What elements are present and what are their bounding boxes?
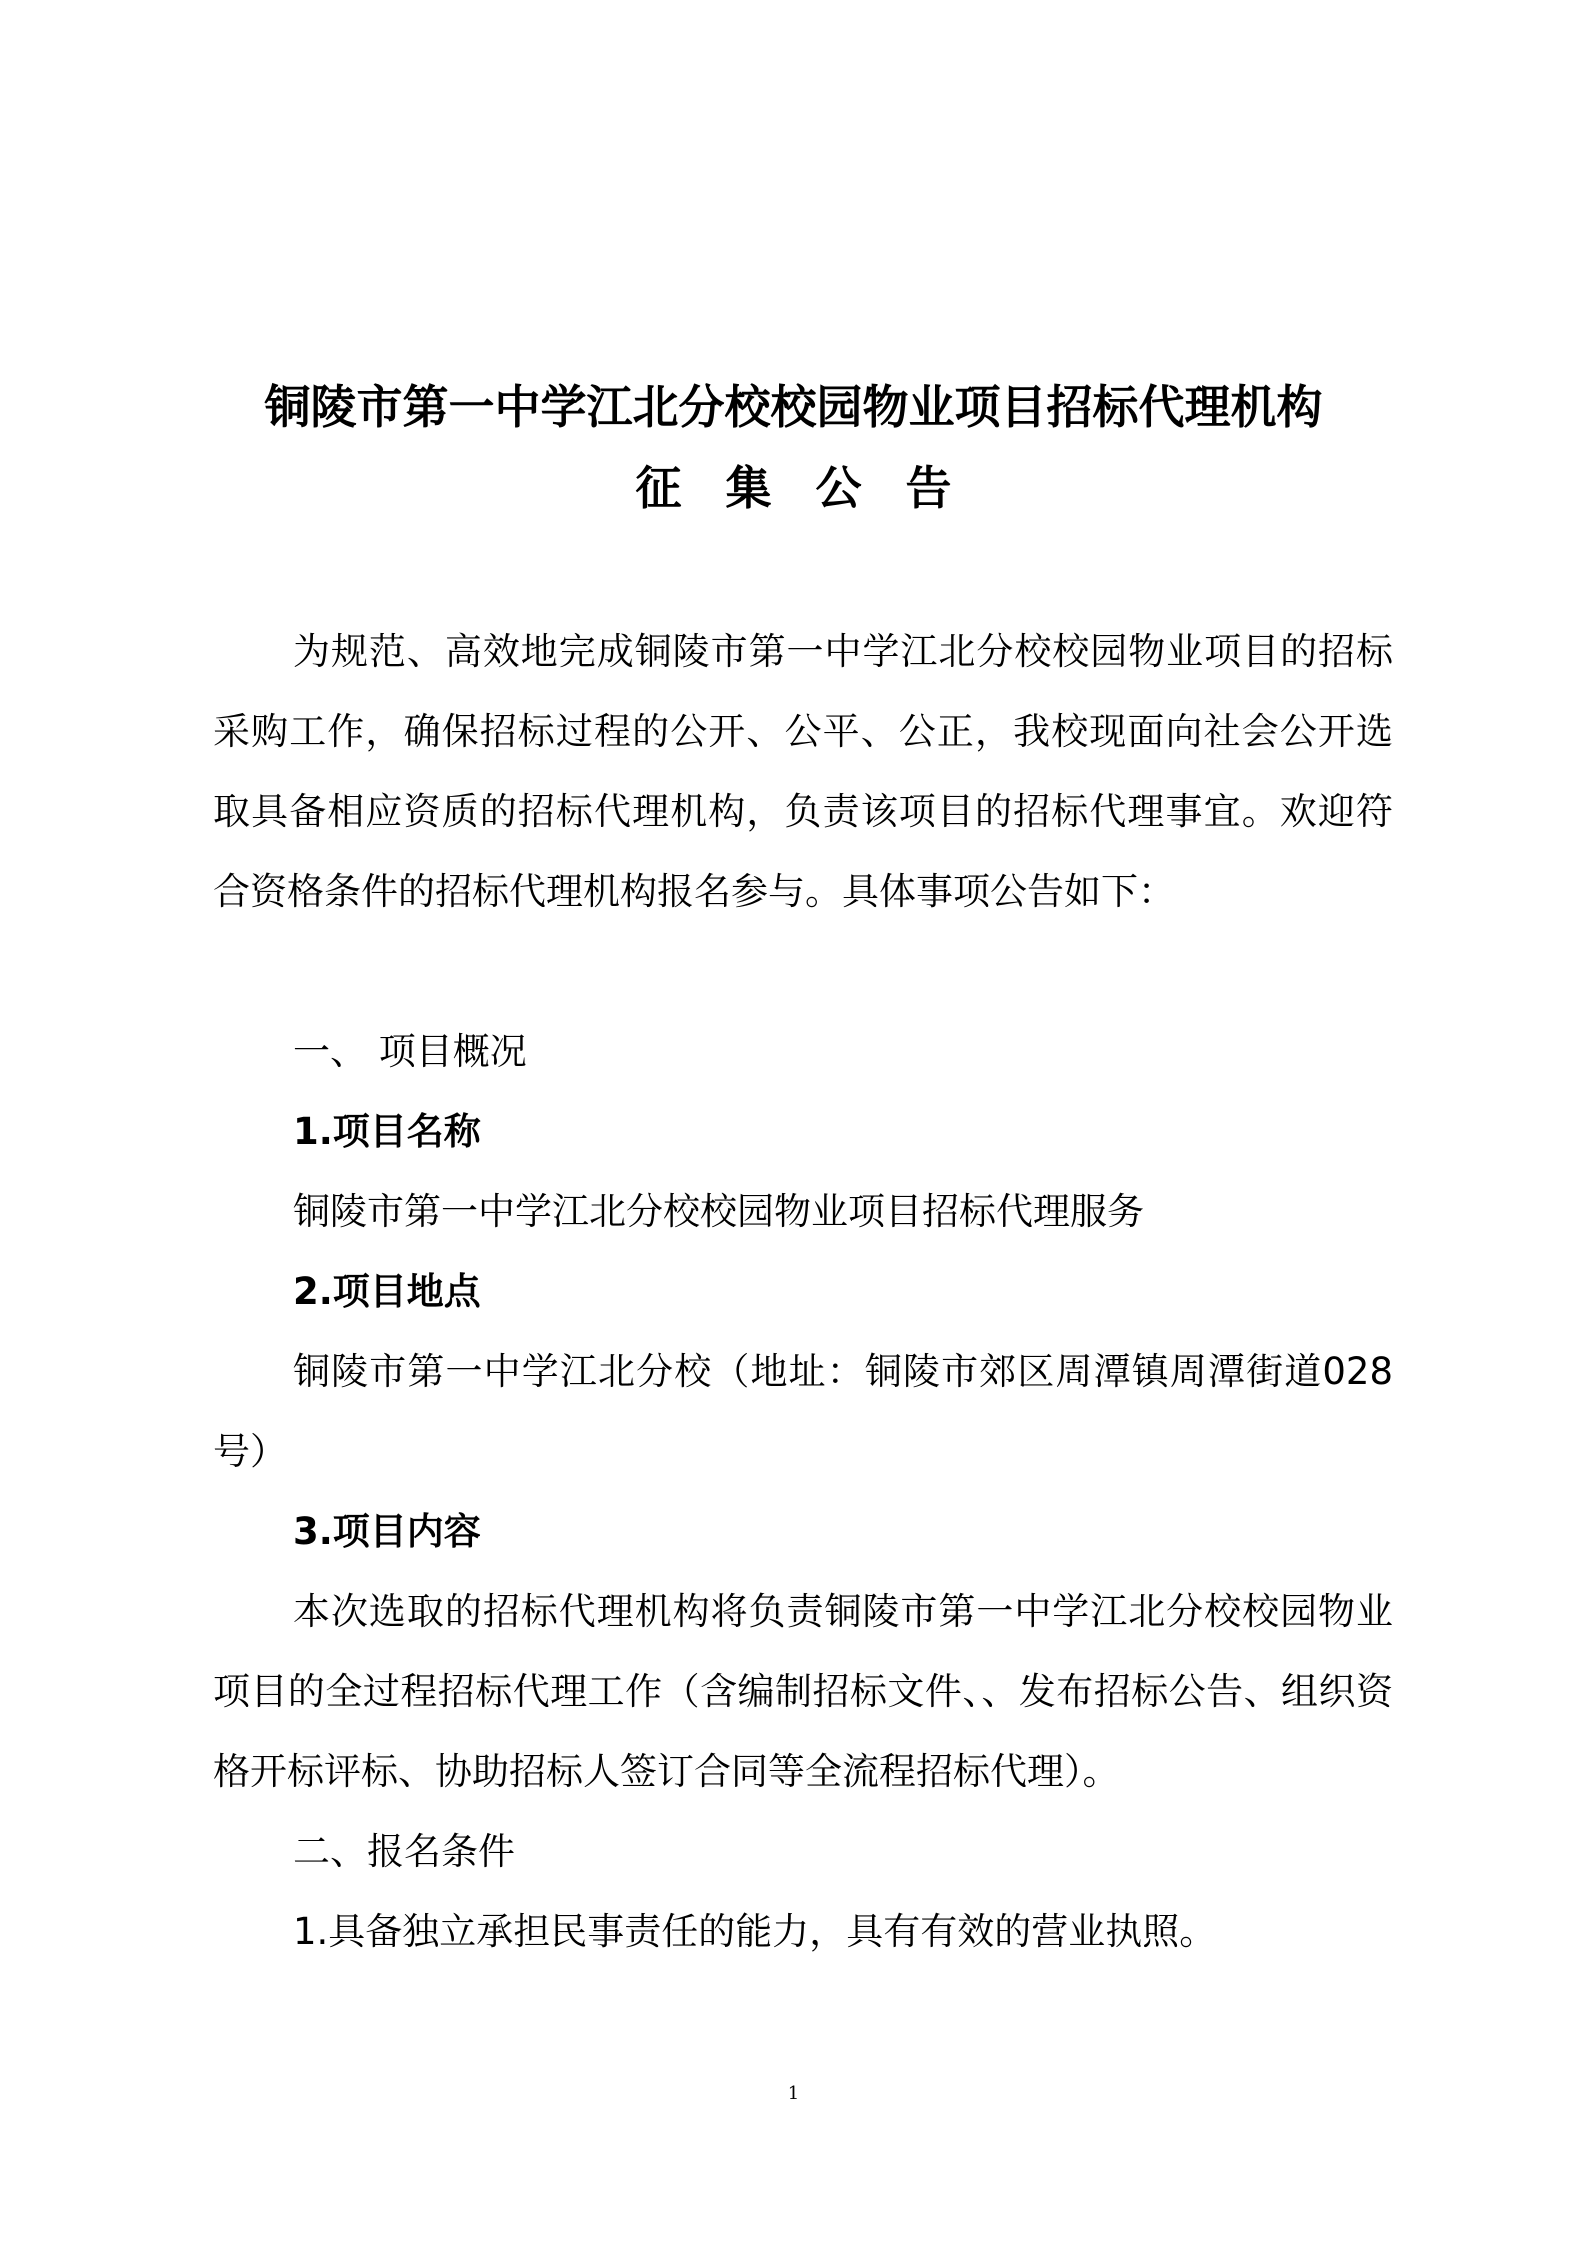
intro-paragraph: 为规范、高效地完成铜陵市第一中学江北分校校园物业项目的招标采购工作，确保招标过程的公开、公平、公正，我校现面向社会公开选取具备相应资质的招标代理机构，负责该项目的招标代理事宜。欢迎符合资格条件的招标代理机构报名参与。具体事项公告如下： xyxy=(213,630,1393,913)
section2-heading: 二、报名条件 xyxy=(293,1830,515,1873)
project-name-text: 铜陵市第一中学江北分校校园物业项目招标代理服务 xyxy=(293,1190,1144,1233)
page-number: 1 xyxy=(787,2083,800,2104)
document-subtitle: 征集公告 xyxy=(635,461,996,515)
document-body xyxy=(213,0,1393,2245)
section1-heading: 一、 项目概况 xyxy=(293,1030,527,1073)
requirement-item-1: 1.具备独立承担民事责任的能力，具有有效的营业执照。 xyxy=(293,1910,1217,1953)
project-content-heading: 3.项目内容 xyxy=(293,1510,481,1553)
project-location-text: 铜陵市第一中学江北分校（地址：铜陵市郊区周潭镇周潭街道028号） xyxy=(213,1350,1393,1473)
project-content-text: 本次选取的招标代理机构将负责铜陵市第一中学江北分校校园物业项目的全过程招标代理工作（含编制招标文件、、发布招标公告、组织资格开标评标、协助招标人签订合同等全流程招标代理）。 xyxy=(213,1590,1393,1793)
document-title: 铜陵市第一中学江北分校校园物业项目招标代理机构 xyxy=(264,380,1323,434)
project-location-heading: 2.项目地点 xyxy=(293,1270,481,1313)
project-name-heading: 1.项目名称 xyxy=(293,1110,481,1153)
